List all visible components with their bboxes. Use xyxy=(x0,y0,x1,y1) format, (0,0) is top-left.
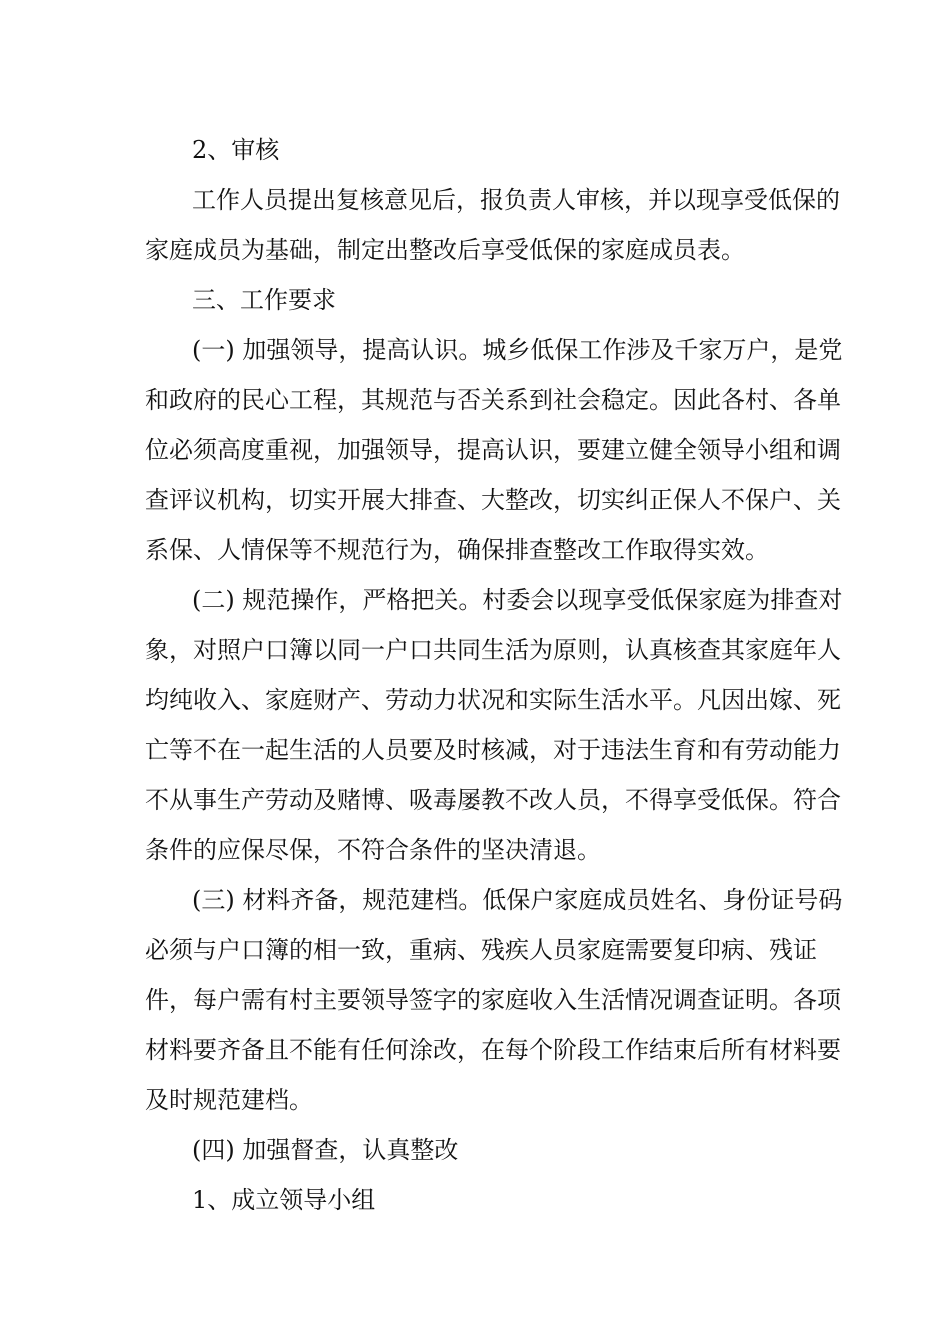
paragraph-line: 材料要齐备且不能有任何涂改，在每个阶段工作结束后所有材料要 xyxy=(145,1036,841,1064)
subsection-heading-supervision: (四) 加强督查，认真整改 xyxy=(192,1136,459,1164)
paragraph-line: (一) 加强领导，提高认识。城乡低保工作涉及千家万户，是党 xyxy=(192,336,843,364)
paragraph-line: 象，对照户口簿以同一户口共同生活为原则，认真核查其家庭年人 xyxy=(145,636,841,664)
paragraph-line: 件，每户需有村主要领导签字的家庭收入生活情况调查证明。各项 xyxy=(145,986,841,1014)
paragraph-line: 工作人员提出复核意见后，报负责人审核，并以现享受低保的 xyxy=(192,186,840,214)
subheading-leadership-group: 1、成立领导小组 xyxy=(192,1186,376,1214)
paragraph-line: 必须与户口簿的相一致，重病、残疾人员家庭需要复印病、残证 xyxy=(145,936,817,964)
paragraph-line: 亡等不在一起生活的人员要及时核减，对于违法生育和有劳动能力 xyxy=(145,736,841,764)
paragraph-line: 和政府的民心工程，其规范与否关系到社会稳定。因此各村、各单 xyxy=(145,386,841,414)
subheading-review: 2、审核 xyxy=(192,136,280,164)
paragraph-line: 条件的应保尽保，不符合条件的坚决清退。 xyxy=(145,836,601,864)
paragraph-line: 位必须高度重视，加强领导，提高认识，要建立健全领导小组和调 xyxy=(145,436,841,464)
paragraph-line: 家庭成员为基础，制定出整改后享受低保的家庭成员表。 xyxy=(145,236,745,264)
paragraph-line: 均纯收入、家庭财产、劳动力状况和实际生活水平。凡因出嫁、死 xyxy=(145,686,841,714)
paragraph-line: 系保、人情保等不规范行为，确保排查整改工作取得实效。 xyxy=(145,536,769,564)
paragraph-line: (二) 规范操作，严格把关。村委会以现享受低保家庭为排查对 xyxy=(192,586,843,614)
paragraph-line: 查评议机构，切实开展大排查、大整改，切实纠正保人不保户、关 xyxy=(145,486,841,514)
paragraph-line: 及时规范建档。 xyxy=(145,1086,313,1114)
paragraph-line: 不从事生产劳动及赌博、吸毒屡教不改人员，不得享受低保。符合 xyxy=(145,786,841,814)
section-heading-requirements: 三、工作要求 xyxy=(192,286,336,314)
paragraph-line: (三) 材料齐备，规范建档。低保户家庭成员姓名、身份证号码 xyxy=(192,886,843,914)
